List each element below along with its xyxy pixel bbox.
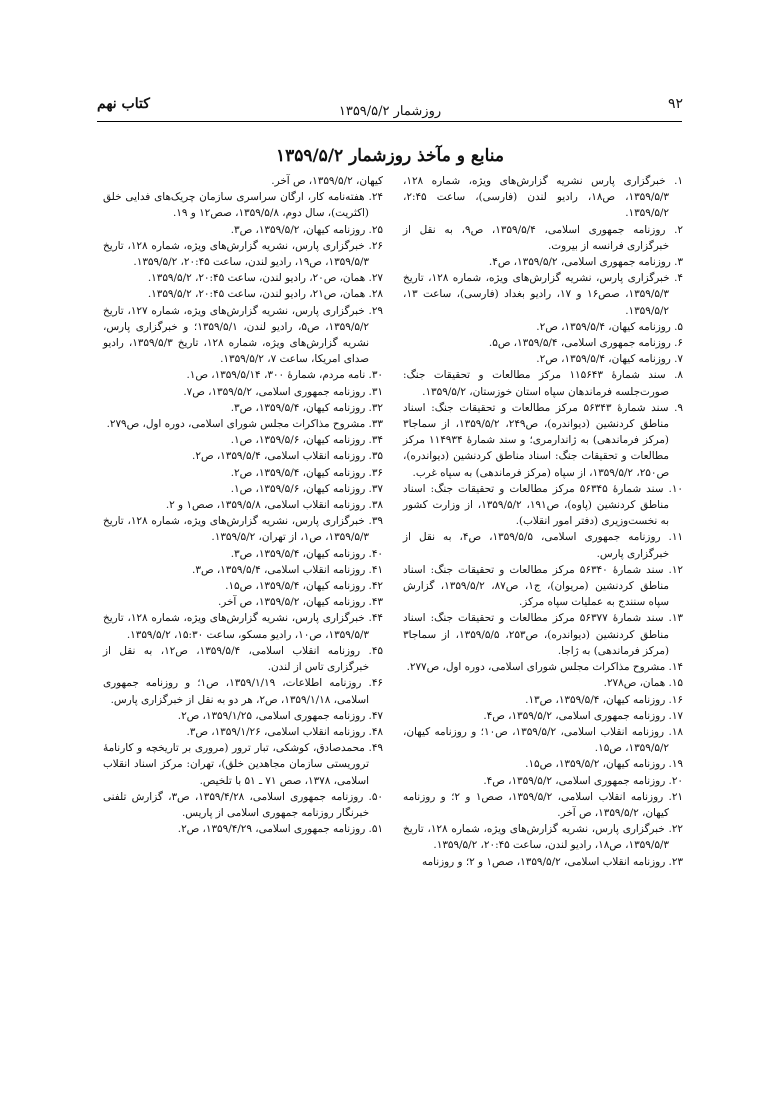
reference-entry: ۲. روزنامه جمهوری اسلامی، ۱۳۵۹/۵/۴، ص۹، به نقل از خبرگزاری فرانسه از بیروت.: [403, 223, 683, 252]
reference-entry: ۳۵. روزنامه انقلاب اسلامی، ۱۳۵۹/۵/۴، ص۲.: [192, 450, 383, 463]
reference-entry: ۳. روزنامه جمهوری اسلامی، ۱۳۵۹/۵/۲، ص۴.: [488, 256, 683, 269]
reference-entry: ۲۴. هفته‌نامه کار، ارگان سراسری سازمان چریک‌های فدایی خلق (اکثریت)، سال دوم، ۱۳۵۹/۵/۸، صص۱۲ و ۱۹.: [103, 191, 383, 220]
reference-entry: ۳۳. مشروح مذاکرات مجلس شورای اسلامی، دوره اول، ص۲۷۹.: [106, 418, 383, 431]
reference-entry: ۱. خبرگزاری پارس نشریه گزارش‌های ویژه، شماره ۱۲۸، ۱۳۵۹/۵/۳، ص۱۸، رادیو لندن (فارسی)، ساعت ۲:۴۵، ۱۳۵۹/۵/۲.: [403, 175, 683, 220]
reference-entry: ۲۵. روزنامه کیهان، ۱۳۵۹/۵/۲، ص۳.: [230, 223, 383, 236]
reference-entry: ۱۵. همان، ص۲۷۸.: [603, 677, 683, 690]
reference-entry: ۳۶. روزنامه کیهان، ۱۳۵۹/۵/۴، ص۲.: [230, 466, 383, 479]
reference-entry: ۱۰. سند شمارهٔ ۵۶۳۴۵ مرکز مطالعات و تحقیقات جنگ: اسناد مناطق کردنشین (پاوه)، ص۱۹۱، ۱۳۵۹/۵/۲، از وزارت کشور به نخست‌وزیری (دفتر امور انقلاب).: [403, 482, 683, 528]
running-header-book: کتاب نهم: [97, 96, 150, 112]
reference-entry: ۲۶. خبرگزاری پارس، نشریه گزارش‌های ویژه، شماره ۱۲۸، تاریخ ۱۳۵۹/۵/۳، ص۱۹، رادیو لندن، ساعت ۲۰:۴۵، ۱۳۵۹/۵/۲.: [103, 239, 383, 269]
reference-entry: ۳۰. نامه مردم، شمارهٔ ۳۰۰، ۱۳۵۹/۵/۱۴، ص۱.: [186, 369, 383, 382]
reference-entry: ۲۹. خبرگزاری پارس، نشریه گزارش‌های ویژه، شماره ۱۲۷، تاریخ ۱۳۵۹/۵/۲، ص۵، رادیو لندن، ۱۳۵۹/۵/۱؛ و خبرگزاری پارس، نشریه گزارش‌های ویژه، شماره ۱۲۸، تاریخ ۱۳۵۹/۵/۳، رادیو صدای امریکا، ساعت ۷، ۱۳۵۹/۵/۲.: [103, 304, 383, 366]
reference-entry: ۴۱. روزنامه انقلاب اسلامی، ۱۳۵۹/۵/۴، ص۳.: [192, 563, 383, 576]
reference-entry: کیهان، ۱۳۵۹/۵/۲، ص آخر.: [271, 175, 383, 187]
reference-entry: ۵۱. روزنامه جمهوری اسلامی، ۱۳۵۹/۴/۲۹، ص۲.: [177, 823, 383, 836]
reference-entry: ۲۸. همان، ص۲۱، رادیو لندن، ساعت ۲۰:۴۵، ۱۳۵۹/۵/۲.: [147, 288, 383, 301]
reference-entry: ۲۱. روزنامه انقلاب اسلامی، ۱۳۵۹/۵/۲، صص۱ و ۲؛ و روزنامه کیهان، ۱۳۵۹/۵/۲، ص آخر.: [403, 790, 683, 819]
reference-entry: ۱۴. مشروح مذاکرات مجلس شورای اسلامی، دوره اول، ص۲۷۷.: [406, 661, 683, 674]
reference-entry: ۱۹. روزنامه کیهان، ۱۳۵۹/۵/۲، ص۱۵.: [525, 758, 683, 771]
reference-entry: ۱۶. روزنامه کیهان، ۱۳۵۹/۵/۴، ص۱۳.: [525, 693, 683, 706]
references-right-column: [403, 173, 683, 870]
reference-entry: ۱۸. روزنامه انقلاب اسلامی، ۱۳۵۹/۵/۲، ص۱۰؛ و روزنامه کیهان، ۱۳۵۹/۵/۲، ص۱۵.: [403, 725, 684, 755]
reference-entry: ۲۳. روزنامه انقلاب اسلامی، ۱۳۵۹/۵/۲، صص۱ و ۲؛ و روزنامه: [421, 855, 683, 868]
reference-entry: ۴۳. روزنامه کیهان، ۱۳۵۹/۵/۲، ص آخر.: [217, 596, 383, 609]
reference-entry: ۴۹. محمدصادق، کوشکی، تبار ترور (مروری بر تاریخچه و کارنامهٔ تروریستی سازمان مجاهدین خلق)، تهران: مرکز اسناد انقلاب اسلامی، ۱۳۷۸، صص ۷۱ ـ ۵۱ با تلخیص.: [103, 742, 383, 787]
page-number: ۹۲: [667, 96, 683, 112]
reference-entry: ۶. روزنامه جمهوری اسلامی، ۱۳۵۹/۵/۴، ص۵.: [488, 337, 683, 350]
reference-entry: ۸. سند شمارهٔ ۱۱۵۶۴۳ مرکز مطالعات و تحقیقات جنگ: صورت‌جلسه فرماندهان سپاه استان خوزستان، ۱۳۵۹/۵/۲.: [403, 369, 683, 398]
reference-entry: ۵۰. روزنامه جمهوری اسلامی، ۱۳۵۹/۴/۲۸، ص۳، گزارش تلفنی خبرنگار روزنامه جمهوری اسلامی از پاریس.: [103, 790, 383, 819]
header-rule: [97, 121, 682, 122]
reference-entry: ۳۹. خبرگزاری پارس، نشریه گزارش‌های ویژه، شماره ۱۲۸، تاریخ ۱۳۵۹/۵/۳، ص۱، از تهران، ۱۳۵۹/۵/۲.: [103, 515, 383, 544]
reference-entry: ۲۲. خبرگزاری پارس، نشریه گزارش‌های ویژه، شماره ۱۲۸، تاریخ ۱۳۵۹/۵/۳، ص۱۸، رادیو لندن، ساعت ۲۰:۴۵، ۱۳۵۹/۵/۲.: [403, 823, 683, 852]
references-left-column: [103, 173, 383, 837]
reference-entry: ۹. سند شمارهٔ ۵۶۳۴۳ مرکز مطالعات و تحقیقات جنگ: اسناد مناطق کردنشین (دیواندره)، ص۲۴۹، ۱۳۵۹/۵/۲، از سماجا۳ (مرکز فرماندهی) به ژاندارمری؛ و سند شمارهٔ ۱۱۴۹۳۴ مرکز مطالعات و تحقیقات جنگ: اسناد مناطق کردنشین (دیواندره)، ص۲۵۰، ۱۳۵۹/۵/۲، از سپاه (مرکز فرماندهی) به سپاه غرب.: [403, 401, 683, 479]
page-title: منابع و مآخذ روزشمار ۱۳۵۹/۵/۲: [275, 146, 505, 166]
reference-entry: ۳۴. روزنامه کیهان، ۱۳۵۹/۵/۶، ص۱.: [230, 434, 383, 447]
reference-entry: ۴۲. روزنامه کیهان، ۱۳۵۹/۵/۴، ص۱۵.: [225, 580, 383, 593]
reference-entry: ۴۷. روزنامه جمهوری اسلامی، ۱۳۵۹/۱/۲۵، ص۲.: [177, 709, 383, 722]
reference-entry: ۴۸. روزنامه انقلاب اسلامی، ۱۳۵۹/۱/۲۶، ص۳.: [186, 725, 383, 738]
reference-entry: ۳۷. روزنامه کیهان، ۱۳۵۹/۵/۶، ص۱.: [230, 482, 383, 495]
reference-entry: ۳۸. روزنامه انقلاب اسلامی، ۱۳۵۹/۵/۸، صص۱ و ۲.: [165, 499, 383, 512]
reference-entry: ۴۰. روزنامه کیهان، ۱۳۵۹/۵/۴، ص۳.: [230, 547, 383, 560]
reference-entry: ۵. روزنامه کیهان، ۱۳۵۹/۵/۴، ص۲.: [536, 320, 683, 333]
reference-entry: ۴. خبرگزاری پارس، نشریه گزارش‌های ویژه، شماره ۱۲۸، تاریخ ۱۳۵۹/۵/۳، صص۱۶ و ۱۷، رادیو بغداد (فارسی)، ساعت ۱۳، ۱۳۵۹/۵/۲.: [403, 272, 683, 317]
reference-entry: ۱۷. روزنامه جمهوری اسلامی، ۱۳۵۹/۵/۲، ص۴.: [483, 709, 683, 722]
reference-entry: ۴۵. روزنامه انقلاب اسلامی، ۱۳۵۹/۵/۴، ص۱۲، به نقل از خبرگزاری تاس از لندن.: [103, 644, 383, 674]
reference-entry: ۴۴. خبرگزاری پارس، نشریه گزارش‌های ویژه، شماره ۱۲۸، تاریخ ۱۳۵۹/۵/۳، ص۱۰، رادیو مسکو، ساعت ۱۵:۳۰، ۱۳۵۹/۵/۲.: [103, 612, 383, 641]
reference-entry: ۴۶. روزنامه اطلاعات، ۱۳۵۹/۱/۱۹، ص۱؛ و روزنامه جمهوری اسلامی، ۱۳۵۹/۱/۱۸، ص۲، هر دو به نقل از خبرگزاری پارس.: [103, 677, 384, 706]
reference-entry: ۷. روزنامه کیهان، ۱۳۵۹/۵/۴، ص۲.: [536, 353, 683, 366]
reference-entry: ۲۰. روزنامه جمهوری اسلامی، ۱۳۵۹/۵/۲، ص۴.: [483, 774, 683, 787]
reference-entry: ۳۲. روزنامه کیهان، ۱۳۵۹/۵/۴، ص۳.: [230, 401, 383, 414]
running-header-section: روزشمار ۱۳۵۹/۵/۲: [338, 104, 442, 119]
reference-entry: ۱۳. سند شمارهٔ ۵۶۳۷۷ مرکز مطالعات و تحقیقات جنگ: اسناد مناطق کردنشین (دیواندره)، ص۲۵۳، ۱۳۵۹/۵/۵، از سماجا۳ (مرکز فرماندهی) به ژاجا.: [403, 612, 683, 657]
reference-entry: ۲۷. همان، ص۲۰، رادیو لندن، ساعت ۲۰:۴۵، ۱۳۵۹/۵/۲.: [147, 272, 383, 285]
reference-entry: ۱۲. سند شمارهٔ ۵۶۳۴۰ مرکز مطالعات و تحقیقات جنگ: اسناد مناطق کردنشین (مریوان)، ج۱، ص۸۷، ۱۳۵۹/۵/۲، گزارش سپاه سنندج به عملیات سپاه مرکز.: [403, 563, 683, 609]
reference-entry: ۳۱. روزنامه جمهوری اسلامی، ۱۳۵۹/۵/۲، ص۷.: [183, 385, 383, 398]
reference-entry: ۱۱. روزنامه جمهوری اسلامی، ۱۳۵۹/۵/۵، ص۴، به نقل از خبرگزاری پارس.: [403, 531, 684, 560]
